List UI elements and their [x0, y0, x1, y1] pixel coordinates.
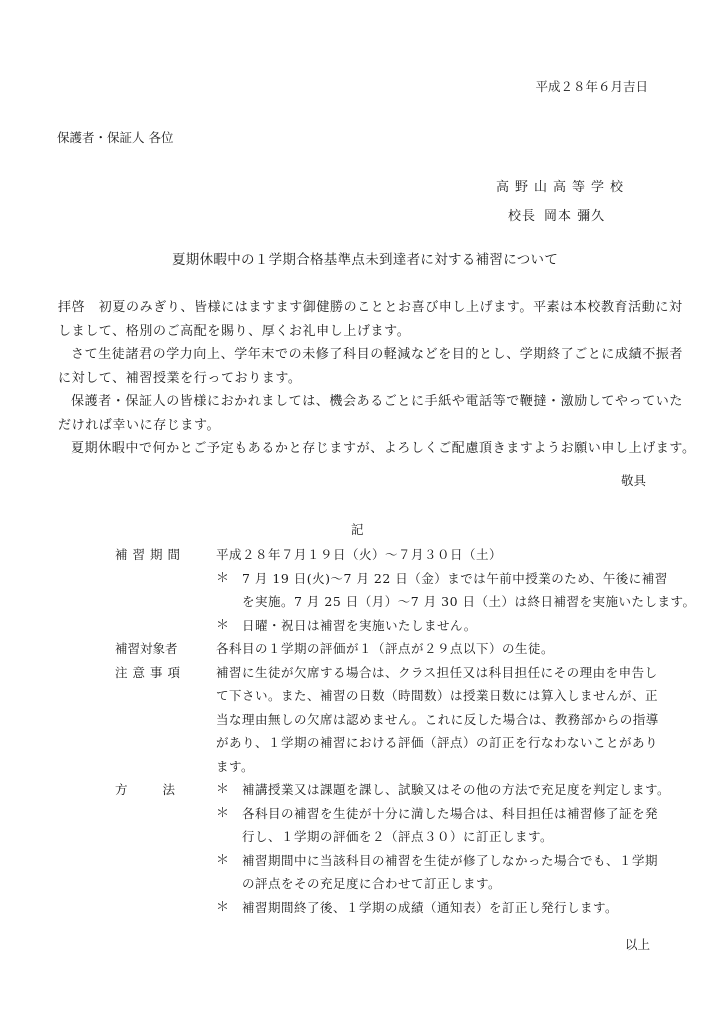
notes-line: ます。: [216, 758, 255, 774]
method-bullet: [216, 896, 675, 920]
asterisk-icon: ＊: [216, 899, 230, 915]
body-line: 保護者・保証人の皆様におかれましては、機会あるごとに手紙や電話等で鞭撻・激励してやっていた: [71, 394, 684, 409]
method-line: 各科目の補習を生徒が十分に満した場合は、科目担任は補習修了証を発: [242, 805, 659, 821]
details-section: [115, 543, 696, 919]
target-text: 各科目の１学期の評価が１（評点が２９点以下）の生徒。: [216, 641, 555, 656]
method-bullet: [216, 778, 675, 802]
method-line: 補習期間終了後、１学期の成績（通知表）を訂正し発行します。: [242, 899, 619, 915]
notes-line: 補習に生徒が欠席する場合は、クラス担任又は科目担任にその理由を申告し: [216, 664, 658, 680]
item-label: 補習期間: [115, 547, 186, 562]
method-line: 補習期間中に当該科目の補習を生徒が修了しなかった場合でも、１学期: [242, 852, 659, 868]
item-period: [115, 543, 696, 637]
method-label-char: 法: [162, 782, 175, 797]
method-line: 補講授業又は課題を課し、試験又はその他の方法で充足度を判定します。: [242, 782, 671, 797]
method-bullet: [216, 802, 675, 849]
letter-body: [58, 296, 696, 461]
notes-line: 当な理由無しの欠席は認めません。これに反した場合は、教務部からの指導: [216, 711, 659, 727]
method-line: の評点をその充足度に合わせて訂正します。: [242, 876, 502, 891]
asterisk-icon: ＊: [216, 805, 230, 821]
asterisk-icon: ＊: [216, 782, 230, 797]
body-line: さて生徒諸君の学力向上、学年末での未修了科目の軽減などを目的とし、学期終了ごとに成績不振者: [71, 347, 684, 362]
principal-name: 岡本 彌久: [544, 209, 606, 224]
item-label: 補習対象者: [115, 641, 178, 656]
document-title: 夏期休暇中の１学期合格基準点未到達者に対する補習について: [172, 252, 559, 268]
period-note: [216, 567, 696, 614]
addressee: 保護者・保証人 各位: [57, 130, 174, 145]
body-line: 拝啓 初夏のみぎり、皆様にはますます御健勝のこととお喜び申し上げます。平素は本校教育活動に対: [58, 300, 683, 315]
school-name: 高野山高等学校: [496, 180, 630, 195]
period-note-line: 日曜・祝日は補習を実施いたしません。: [242, 617, 477, 633]
period-note-line: を実施。7 月 25 日（月）～7 月 30 日（土）は終日補習を実施いたします。: [242, 594, 696, 609]
method-line: 行し、１学期の評価を２（評点３０）に訂正します。: [242, 829, 554, 844]
item-label: [115, 778, 216, 919]
notes-line: て下さい。また、補習の日数（時間数）は授業日数には算入しませんが、正: [216, 688, 659, 703]
principal: [508, 205, 605, 224]
notes-line: があり、１学期の補習における評価（評点）の訂正を行なわないことがあり: [216, 735, 659, 750]
ki-heading: 記: [351, 522, 364, 537]
item-notes: [115, 661, 675, 779]
period-note: [216, 614, 696, 638]
asterisk-icon: ＊: [216, 570, 230, 586]
period-main: 平成２８年７月１９日（火）～７月３０日（土）: [216, 547, 503, 562]
item-label: 注意事項: [115, 664, 186, 680]
body-line: しまして、格別のご高配を賜り、厚くお礼申し上げます。: [58, 323, 411, 339]
closing-keigu: 敬具: [620, 473, 646, 488]
item-target: [115, 637, 675, 661]
period-note-line: 7 月 19 日(火)～7 月 22 日（金）までは午前中授業のため、午後に補習: [242, 570, 668, 586]
asterisk-icon: ＊: [216, 617, 230, 633]
closing-ijo: 以上: [624, 937, 650, 952]
method-bullet: [216, 849, 675, 896]
body-line: に対して、補習授業を行っております。: [58, 370, 302, 386]
item-method: [115, 778, 675, 919]
principal-title: 校長: [508, 209, 537, 224]
method-label-char: 方: [115, 782, 128, 797]
body-line: だければ幸いに存じます。: [58, 417, 221, 433]
document-date: 平成２８年６月吉日: [535, 79, 648, 94]
body-line: 夏期休暇中で何かとご予定もあるかと存じますが、よろしくご配慮頂きますようお願い申し上げます。: [71, 441, 696, 456]
asterisk-icon: ＊: [216, 852, 230, 868]
